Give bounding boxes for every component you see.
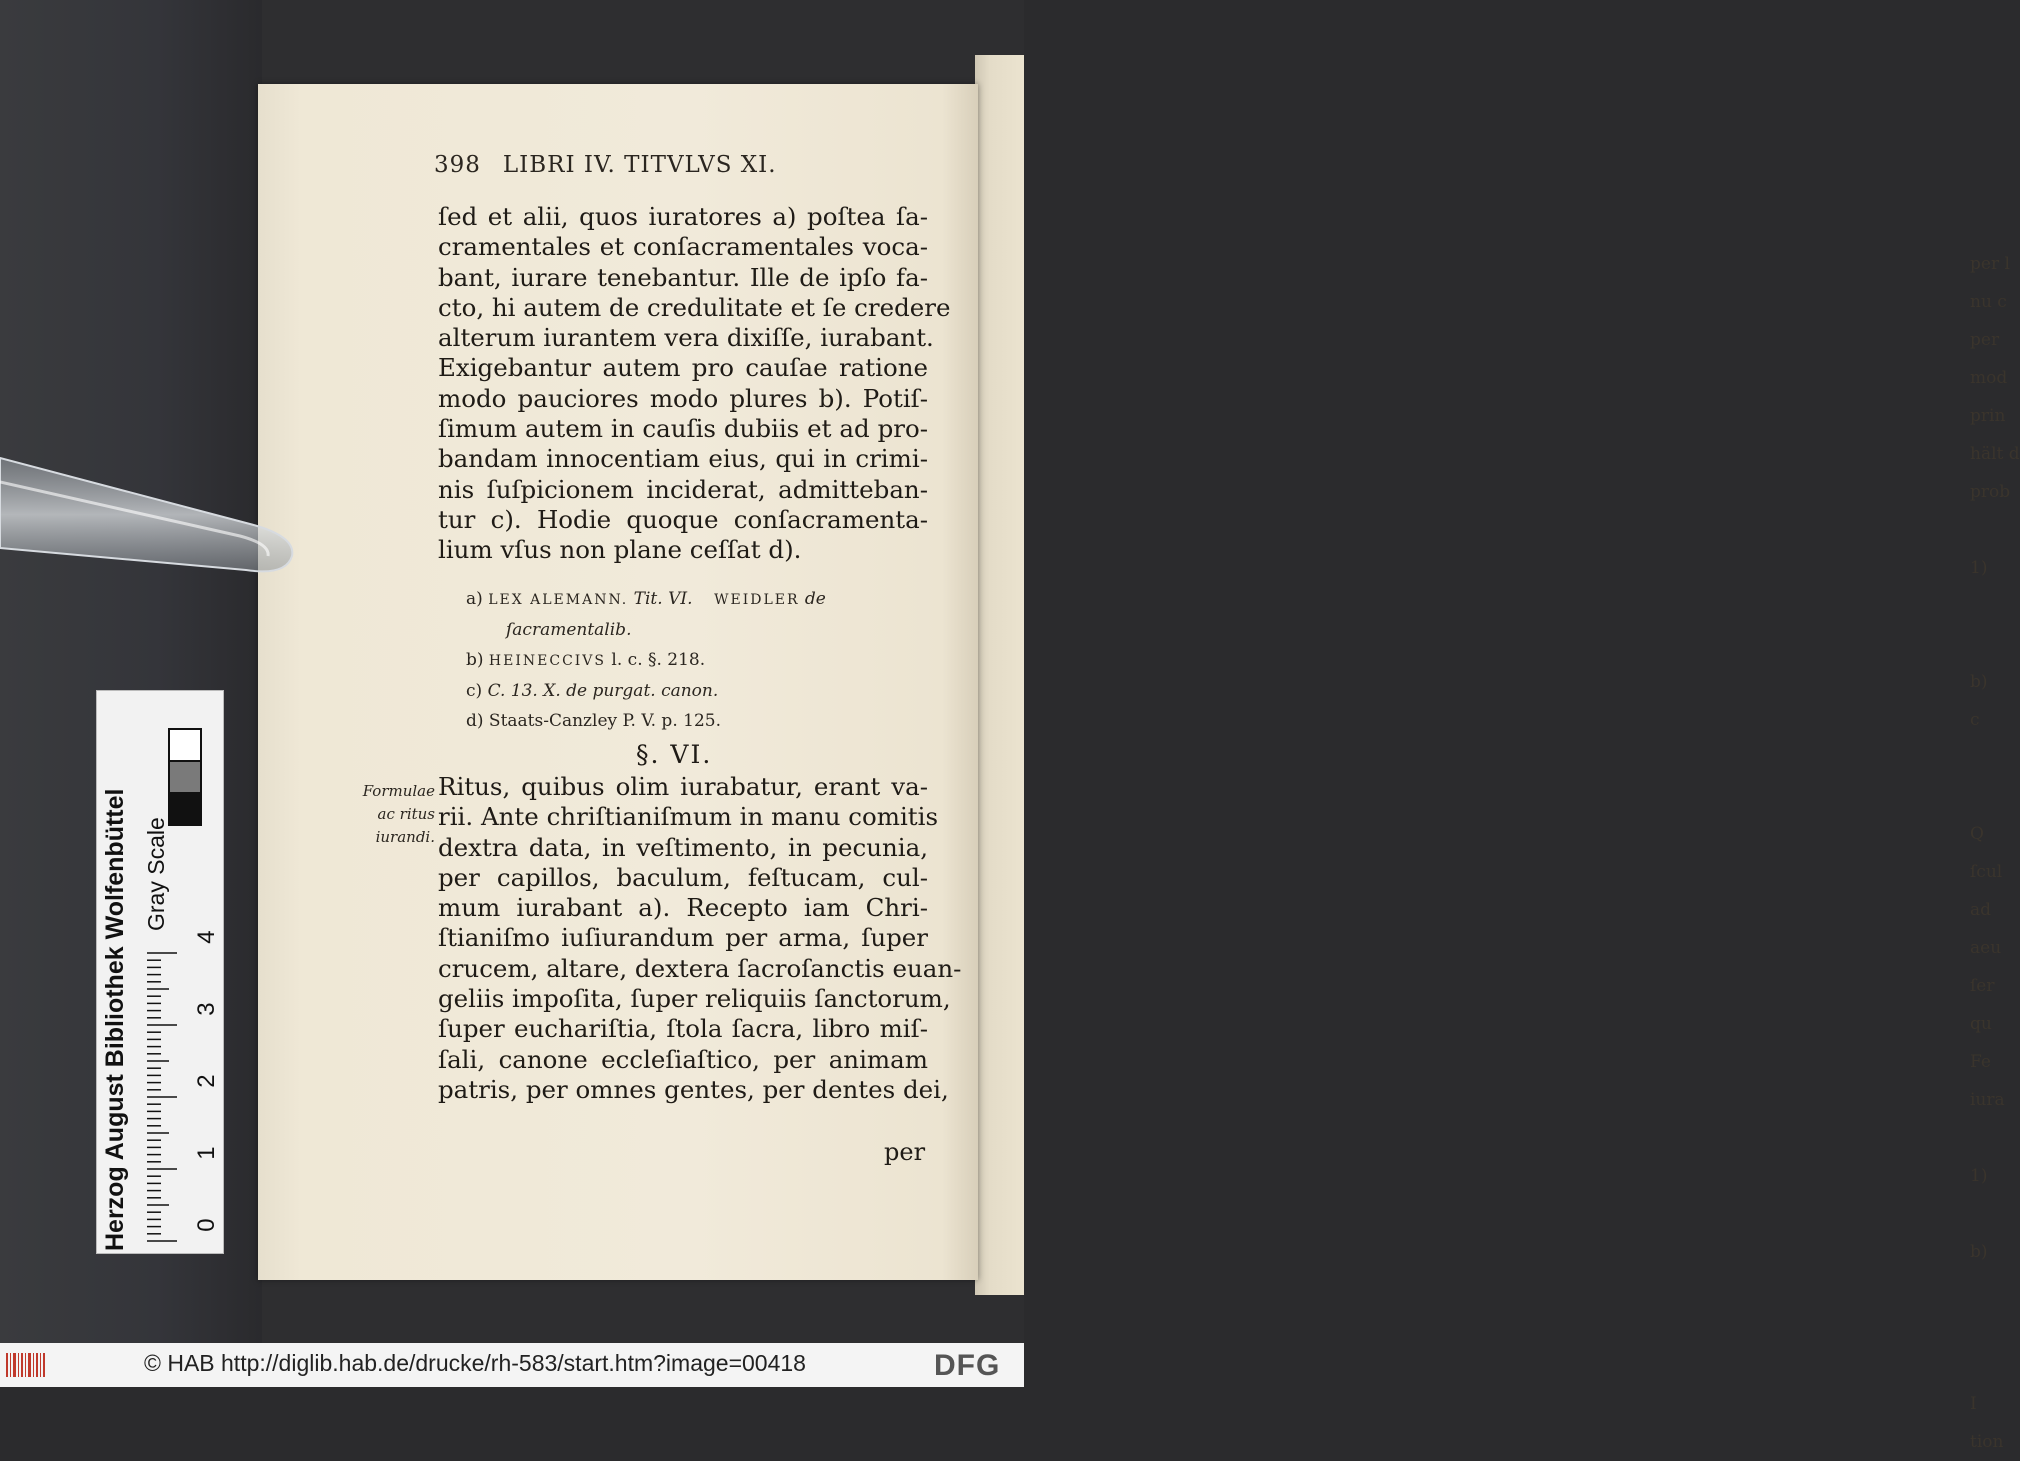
scale-number-1: 1 xyxy=(193,1146,220,1160)
section-paragraph-line: dextra data, in veſtimento, in pecunia, xyxy=(438,832,928,862)
section-paragraph-line: ſali, canone eccleſiaſtico, per animam xyxy=(438,1044,928,1074)
section-paragraph-line: per capillos, baculum, feſtucam, cul- xyxy=(438,862,928,892)
footnotes xyxy=(466,584,936,736)
main-paragraph-line: bandam innocentiam eius, qui in crimi- xyxy=(438,444,928,474)
gray-swatches xyxy=(169,729,201,825)
next-page-edge xyxy=(975,55,2020,1452)
scale-title: Herzog August Bibliothek Wolfenbüttel xyxy=(101,788,129,1251)
footnote-c: c) C. 13. X. de purgat. canon. xyxy=(466,681,719,701)
catchword: per xyxy=(884,1138,926,1166)
main-paragraph-line: ſed et alii, quos iuratores a) poſtea ſa- xyxy=(438,202,928,231)
gray-scale-bar xyxy=(96,690,224,1254)
section-paragraph-line: rii. Ante chriſtianiſmum in manu comitis xyxy=(438,802,939,832)
main-paragraph-line: ſimum autem in cauſis dubiis et ad pro- xyxy=(438,414,928,444)
section-paragraph-line: patris, per omnes gentes, per dentes dei, xyxy=(438,1074,949,1104)
section-title: §. VI. xyxy=(636,740,713,769)
footer-credit[interactable]: © HAB http://diglib.hab.de/drucke/rh-583/start.htm?image=00418 xyxy=(144,1350,806,1376)
section-paragraph-line: Ritus, quibus olim iurabatur, erant va- xyxy=(438,772,928,801)
section-paragraph-line: mum iurabant a). Recepto iam Chri- xyxy=(438,893,928,923)
footnote-b: b) HEINECCIVS l. c. §. 218. xyxy=(466,650,706,670)
scale-number-3: 3 xyxy=(193,1002,220,1016)
main-paragraph-line: nis ſuſpicionem inciderat, admitteban- xyxy=(438,474,928,504)
scale-number-2: 2 xyxy=(193,1074,220,1088)
main-paragraph-line: modo pauciores modo plures b). Potiſ- xyxy=(438,383,928,413)
footer-bar xyxy=(0,1343,1024,1387)
barcode-icon xyxy=(6,1351,46,1379)
footnote-d: d) Staats-Canzley P. V. p. 125. xyxy=(466,711,721,731)
page-clip xyxy=(0,452,296,580)
page-number: 398 xyxy=(434,152,481,178)
dfg-logo: DFG xyxy=(934,1349,1001,1382)
section-paragraph-line: geliis impoſita, ſuper reliquiis ſanctorum, xyxy=(438,984,951,1014)
main-paragraph-line: bant, iurare tenebantur. Ille de ipſo fa- xyxy=(438,262,928,292)
main-paragraph-line: cramentales et conſacramentales voca- xyxy=(438,232,928,262)
section-paragraph-line: ſtianiſmo iuſiurandum per arma, ſuper xyxy=(438,923,928,953)
section-paragraph-line: crucem, altare, dextera ſacroſanctis euan- xyxy=(438,953,962,983)
main-paragraph-line: tur c). Hodie quoque conſacramenta- xyxy=(438,504,928,534)
scale-number-4: 4 xyxy=(193,930,220,944)
footnote-a: a) LEX ALEMANN. Tit. VI. WEIDLER de xyxy=(466,589,826,609)
main-paragraph-line: Exigebantur autem pro cauſae ratione xyxy=(438,353,928,383)
ruler-ticks xyxy=(147,951,187,1251)
main-paragraph-line: cto, hi autem de credulitate et ſe credere xyxy=(438,292,951,322)
gray-scale-label: Gray Scale xyxy=(143,817,169,931)
margin-note: Formulae ac ritus iurandi. xyxy=(362,782,435,846)
main-paragraph-line: alterum iurantem vera dixiſſe, iurabant. xyxy=(438,323,934,353)
footnote-a-cont: ſacramentalib. xyxy=(506,620,632,640)
main-paragraph xyxy=(438,202,951,566)
next-page-fragment: per l nu c per mod prin hält d prob 1) b) c Q ſcul ad aeu ſer qu Fe iura 1) b) I tion xyxy=(1970,254,2020,1452)
section-paragraph xyxy=(438,772,962,1105)
running-head xyxy=(434,152,777,178)
running-head-title: LIBRI IV. TITVLVS XI. xyxy=(502,152,777,178)
scale-number-0: 0 xyxy=(193,1218,220,1232)
main-paragraph-line: lium vſus non plane ceſſat d). xyxy=(438,535,802,565)
section-paragraph-line: ſuper euchariſtia, ſtola ſacra, libro miſ- xyxy=(438,1014,928,1044)
